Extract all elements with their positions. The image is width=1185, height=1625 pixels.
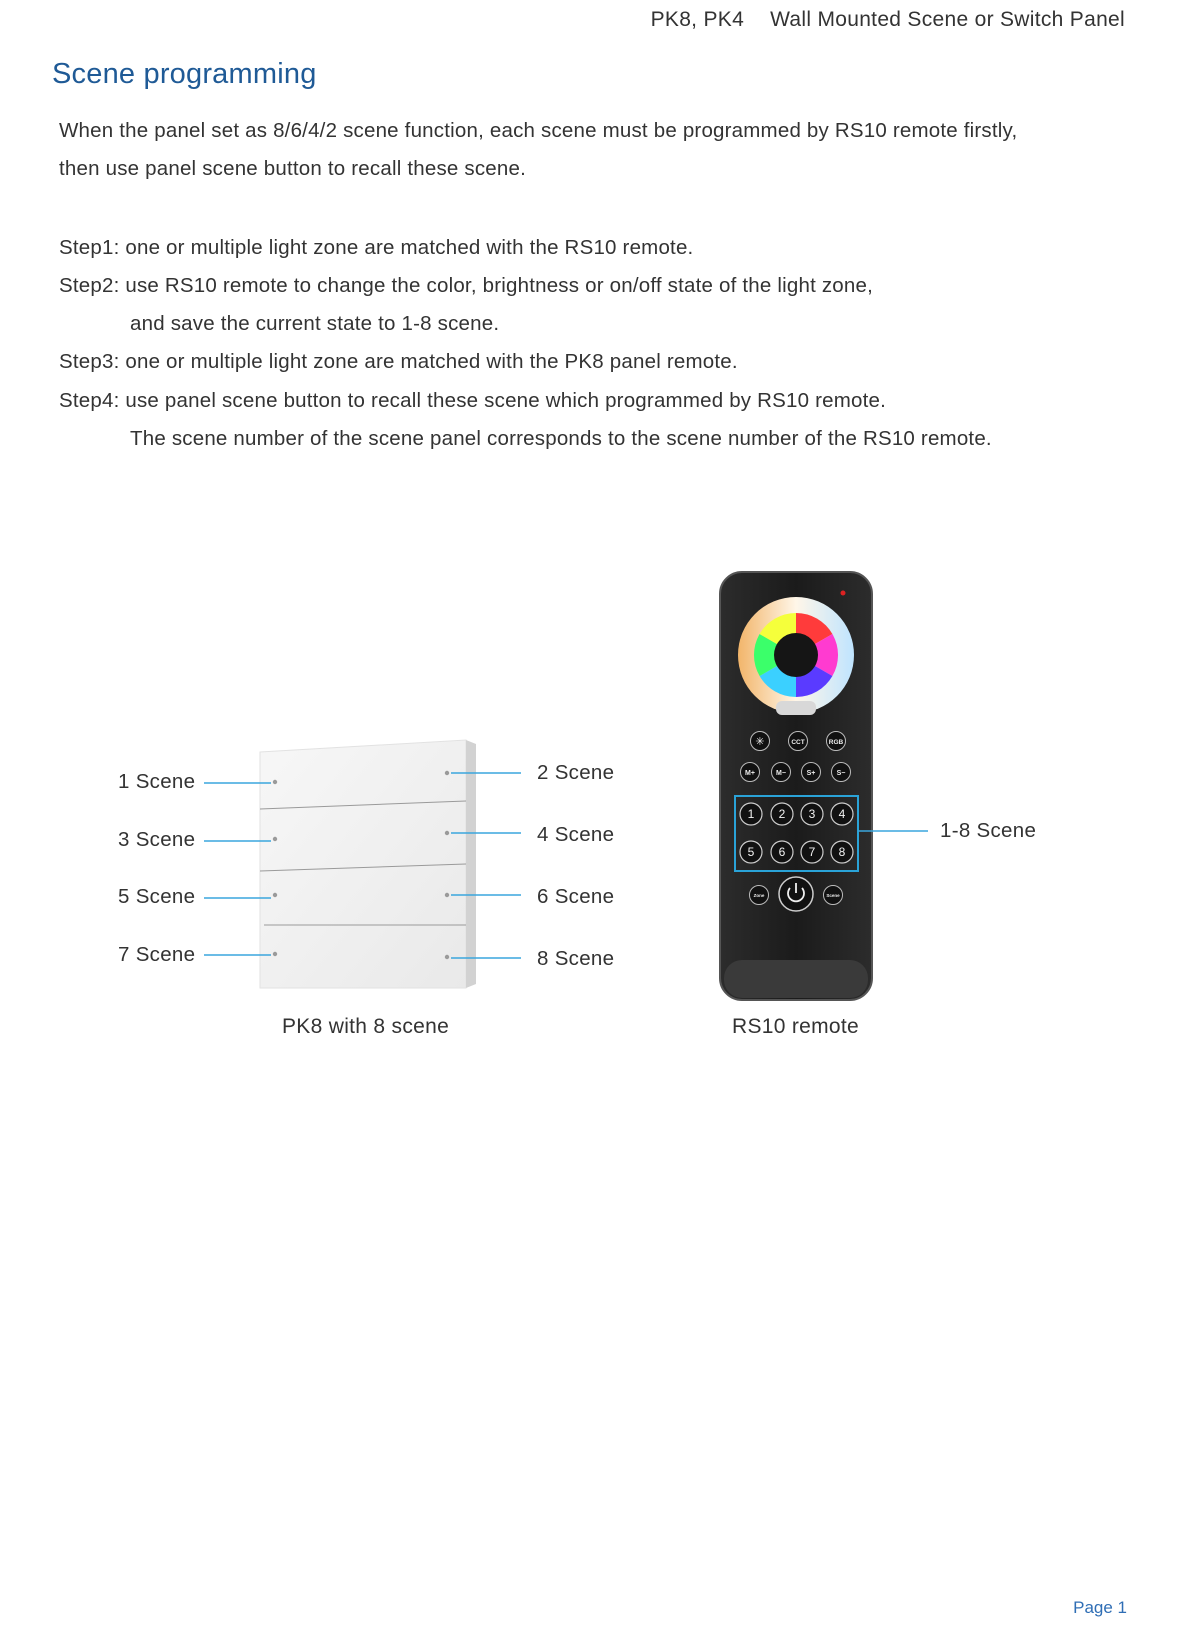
section-title: Scene programming — [52, 58, 317, 90]
scene-button-label: 8 — [838, 845, 846, 859]
ring-gap — [776, 701, 816, 715]
panel-caption: PK8 with 8 scene — [282, 1015, 450, 1038]
led-dot — [445, 893, 449, 897]
scene-button-label: 2 — [778, 807, 786, 821]
led-dot — [273, 893, 277, 897]
step-3: Step3: one or multiple light zone are matched with the PK8 panel remote. — [59, 350, 738, 373]
remote-caption: RS10 remote — [732, 1015, 860, 1038]
intro-line-1: When the panel set as 8/6/4/2 scene function, each scene must be programmed by RS10 remote firstly, — [59, 119, 1018, 142]
rs10-remote-illustration — [710, 568, 1060, 1008]
scene-mode-button-label: Scene — [826, 893, 840, 898]
header-models: PK8, PK4 — [650, 8, 745, 31]
step-1: Step1: one or multiple light zone are matched with the RS10 remote. — [59, 236, 694, 259]
panel-label-3: 3 Scene — [118, 828, 196, 851]
step-4: Step4: use panel scene button to recall these scene which programmed by RS10 remote. — [59, 389, 887, 412]
page-header — [651, 8, 1125, 32]
panel-label-1: 1 Scene — [118, 770, 196, 793]
panel-label-6: 6 Scene — [537, 885, 615, 908]
led-dot — [273, 780, 277, 784]
m-minus-label: M− — [776, 770, 786, 777]
scene-button-label: 3 — [808, 807, 816, 821]
led-dot — [273, 837, 277, 841]
remote-callout-label: 1-8 Scene — [940, 819, 1037, 842]
panel-edge — [466, 740, 476, 988]
step-2-continuation: and save the current state to 1-8 scene. — [130, 312, 500, 335]
step-2: Step2: use RS10 remote to change the color, brightness or on/off state of the light zone, — [59, 274, 874, 297]
panel-label-7: 7 Scene — [118, 943, 196, 966]
scene-button-label: 6 — [778, 845, 786, 859]
scene-button-label: 5 — [747, 845, 755, 859]
scene-button-label: 4 — [838, 807, 846, 821]
header-product: Wall Mounted Scene or Switch Panel — [770, 8, 1125, 31]
led-dot — [445, 831, 449, 835]
status-led — [841, 591, 846, 596]
brightness-icon: ✳ — [755, 736, 765, 748]
power-button[interactable] — [779, 877, 813, 911]
led-dot — [273, 952, 277, 956]
panel-label-5: 5 Scene — [118, 885, 196, 908]
scene-button-label: 7 — [808, 845, 816, 859]
rgb-button-label: RGB — [828, 739, 844, 746]
intro-line-2: then use panel scene button to recall these scene. — [59, 157, 527, 180]
panel-label-4: 4 Scene — [537, 823, 615, 846]
s-minus-label: S− — [836, 770, 846, 777]
led-dot — [445, 955, 449, 959]
panel-label-2: 2 Scene — [537, 761, 615, 784]
cct-button-label: CCT — [791, 739, 805, 746]
remote-bottom-cap — [724, 960, 868, 998]
zone-button-label: Zone — [753, 893, 765, 898]
page-number: Page 1 — [1073, 1598, 1127, 1617]
scene-button-label: 1 — [747, 807, 755, 821]
m-plus-label: M+ — [745, 770, 755, 777]
step-4-continuation: The scene number of the scene panel corresponds to the scene number of the RS10 remote. — [130, 427, 992, 450]
panel-label-8: 8 Scene — [537, 947, 615, 970]
color-wheel-center — [774, 633, 818, 677]
panel-body — [260, 740, 466, 988]
led-dot — [445, 771, 449, 775]
s-plus-label: S+ — [806, 770, 816, 777]
